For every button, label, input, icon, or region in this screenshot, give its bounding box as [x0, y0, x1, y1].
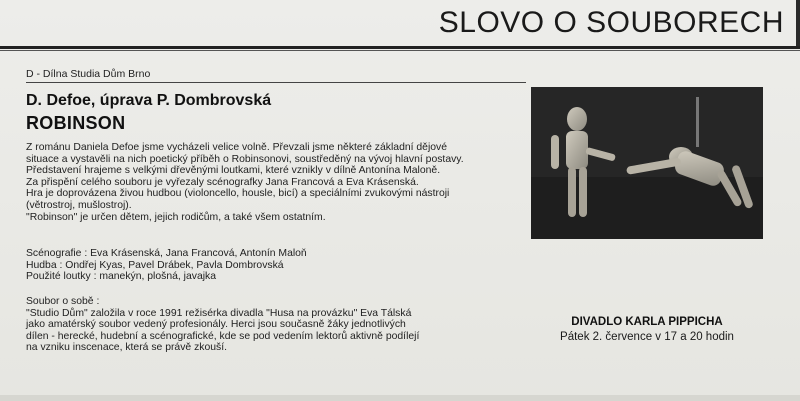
about-paragraph — [26, 296, 526, 354]
play-author: D. Defoe, úprava P. Dombrovská — [26, 92, 272, 109]
header-corner-bar — [796, 0, 800, 48]
text-line: "Studio Dům" založila v roce 1991 režisérka divadla "Husa na provázku" Eva Tálská — [26, 307, 412, 319]
venue-name: DIVADLO KARLA PIPPICHA — [571, 316, 723, 328]
section-divider — [26, 82, 526, 83]
text-line: jako amatérský soubor vedený profesionály. Herci jsou současně žáky jednotlivých — [26, 319, 406, 331]
page-title: SLOVO O SOUBORECH — [438, 6, 784, 39]
play-title: ROBINSON — [26, 113, 126, 133]
credits-paragraph — [26, 248, 526, 283]
credit-line: Scénografie : Eva Krásenská, Jana Francová, Antonín Maloň — [26, 248, 307, 259]
text-line: Za přispění celého souboru je vyřezaly scénografky Jana Francová a Eva Krásenská. — [26, 176, 419, 188]
text-line: (větrostroj, mušlostroj). — [26, 199, 132, 211]
header-rule — [0, 46, 800, 49]
text-line: Hra je doprovázena živou hudbou (violoncello, housle, bicí) a speciálními zvukovými nástroji — [26, 188, 450, 200]
text-line: dílen - herecké, hudební a scénografické, kde se pod vedením lektorů aktivně podílejí — [26, 330, 420, 342]
text-line: na vzniku inscenace, která se právě zkouší. — [26, 342, 227, 354]
page-edge — [0, 395, 800, 401]
text-line: Představení hrajeme s velkými dřevěnými loutkami, které vznikly v dílně Antonína Maloně. — [26, 165, 441, 177]
text-line: Soubor o sobě : — [26, 296, 100, 307]
performance-date: Pátek 2. července v 17 a 20 hodin — [560, 331, 734, 343]
text-line: Z románu Daniela Defoe jsme vycházeli velice volně. Převzali jsme některé základní dějové — [26, 142, 448, 153]
puppet-photo-icon — [531, 87, 763, 239]
puppet-photo-svg — [531, 87, 763, 239]
credit-line: Hudba : Ondřej Kyas, Pavel Drábek, Pavla Dombrovská — [26, 259, 284, 271]
text-line: "Robinson" je určen dětem, jejich rodičům, a také všem ostatním. — [26, 211, 326, 223]
description-paragraph — [26, 142, 526, 223]
credit-line: Použité loutky : manekýn, plošná, javajka — [26, 271, 217, 283]
header-rule-thin — [0, 50, 800, 51]
section-label: D - Dílna Studia Dům Brno — [26, 68, 151, 80]
text-line: situace a vystavěli na nich poetický příběh o Robinsonovi, soustředěný na vývoj hlavní postavy. — [26, 153, 464, 165]
